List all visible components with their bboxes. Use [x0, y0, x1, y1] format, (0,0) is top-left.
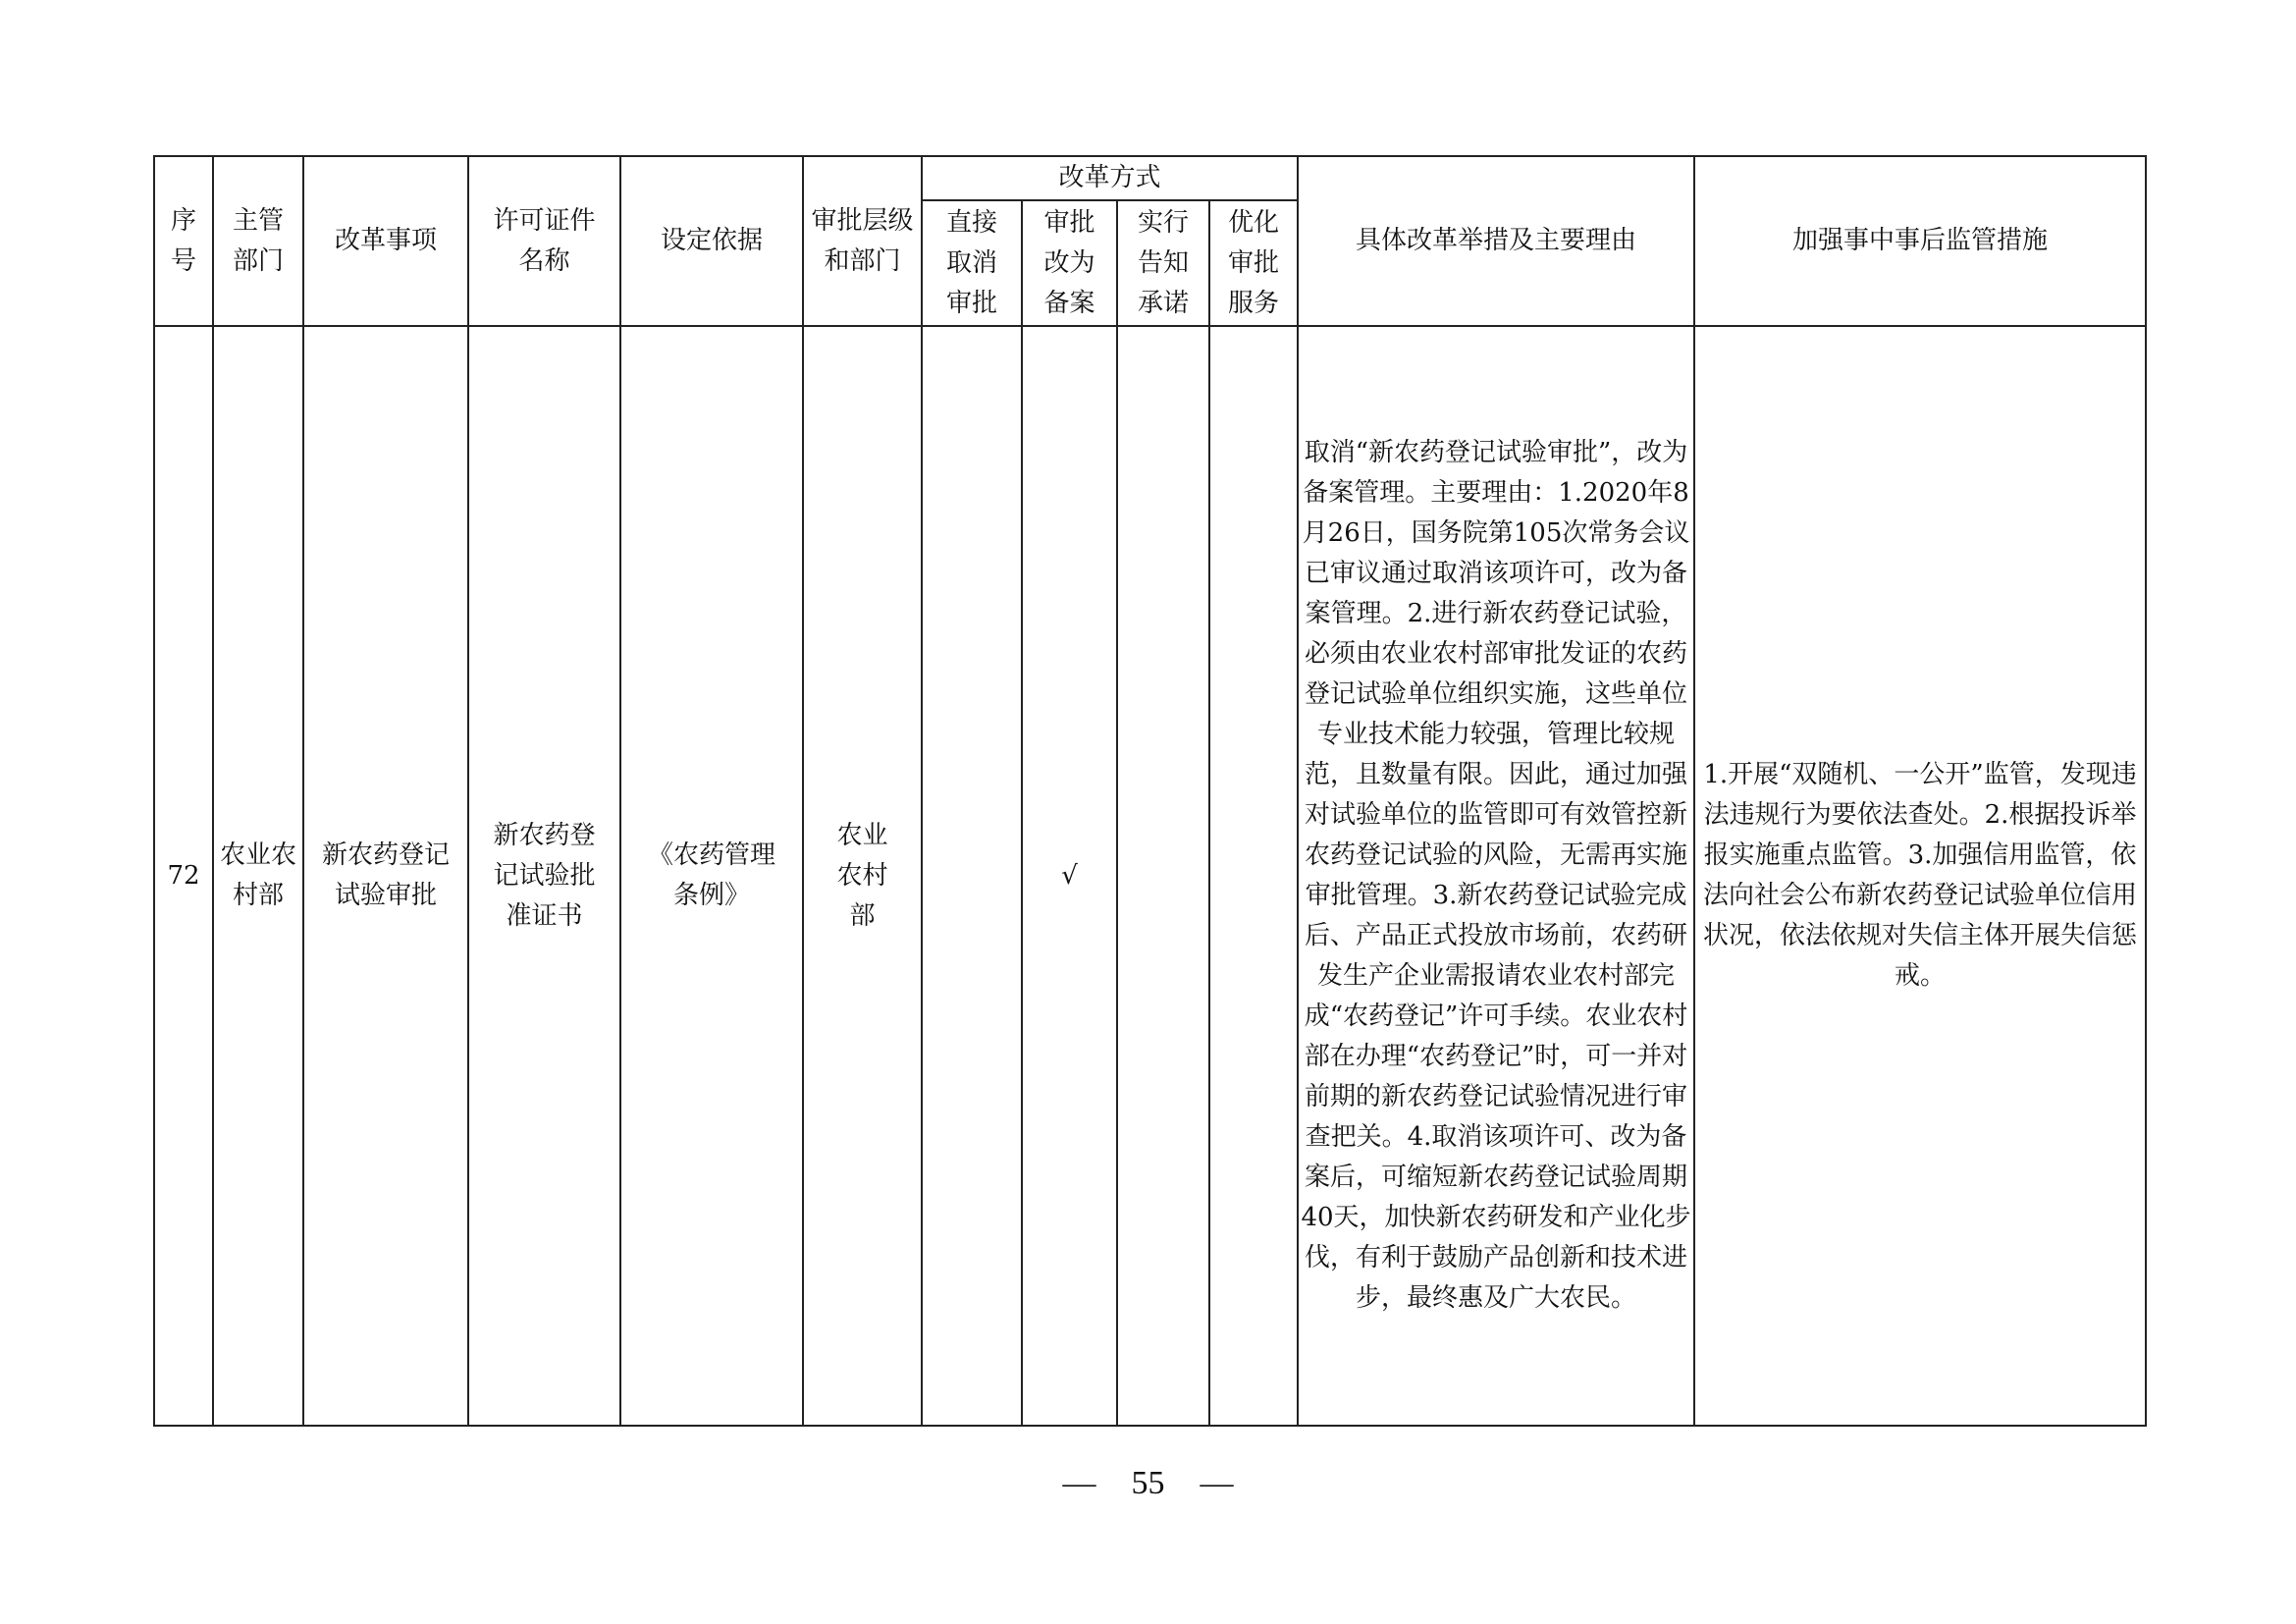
header-supervision: 加强事中事后监管措施: [1694, 156, 2146, 326]
header-department: 主管部门: [213, 156, 303, 326]
header-method-record: 审批改为备案: [1022, 200, 1117, 326]
header-method-notify: 实行告知承诺: [1117, 200, 1209, 326]
page-footer: [0, 1465, 2296, 1502]
header-method-group: 改革方式: [922, 156, 1298, 200]
footer-dash-right: —: [1200, 1465, 1234, 1501]
page-number: 55: [1131, 1465, 1165, 1501]
cell-method-record: √: [1022, 326, 1117, 1426]
cell-license: 新农药登记试验批准证书: [468, 326, 620, 1426]
cell-basis: 《农药管理条例》: [620, 326, 803, 1426]
footer-dash-left: —: [1062, 1465, 1096, 1501]
header-level: 审批层级和部门: [803, 156, 922, 326]
cell-seq: 72: [154, 326, 213, 1426]
header-method-cancel: 直接取消审批: [922, 200, 1022, 326]
header-measures: 具体改革举措及主要理由: [1298, 156, 1694, 326]
cell-item: 新农药登记试验审批: [303, 326, 468, 1426]
reform-table: [153, 155, 2147, 1427]
header-basis: 设定依据: [620, 156, 803, 326]
header-license: 许可证件名称: [468, 156, 620, 326]
cell-department: 农业农村部: [213, 326, 303, 1426]
cell-method-notify: [1117, 326, 1209, 1426]
header-seq: 序号: [154, 156, 213, 326]
cell-supervision: 1.开展“双随机、一公开”监管，发现违法违规行为要依法查处。2.根据投诉举报实施重点监管。3.加强信用监管，依法向社会公布新农药登记试验单位信用状况，依法依规对失信主体开展失信惩戒。: [1694, 326, 2146, 1426]
table-row: [154, 326, 2146, 1426]
cell-level: 农业农村部: [803, 326, 922, 1426]
cell-measures: 取消“新农药登记试验审批”，改为备案管理。主要理由：1.2020年8月26日，国务院第105次常务会议已审议通过取消该项许可，改为备案管理。2.进行新农药登记试验，必须由农业农村部审批发证的农药登记试验单位组织实施，这些单位专业技术能力较强，管理比较规范，且数量有限。因此，通过加强对试验单位的监管即可有效管控新农药登记试验的风险，无需再实施审批管理。3.新农药登记试验完成后、产品正式投放市场前，农药研发生产企业需报请农业农村部完成“农药登记”许可手续。农业农村部在办理“农药登记”时，可一并对前期的新农药登记试验情况进行审查把关。4.取消该项许可、改为备案后，可缩短新农药登记试验周期40天，加快新农药研发和产业化步伐，有利于鼓励产品创新和技术进步，最终惠及广大农民。: [1298, 326, 1694, 1426]
header-method-optimize: 优化审批服务: [1209, 200, 1298, 326]
cell-method-cancel: [922, 326, 1022, 1426]
header-item: 改革事项: [303, 156, 468, 326]
cell-method-optimize: [1209, 326, 1298, 1426]
